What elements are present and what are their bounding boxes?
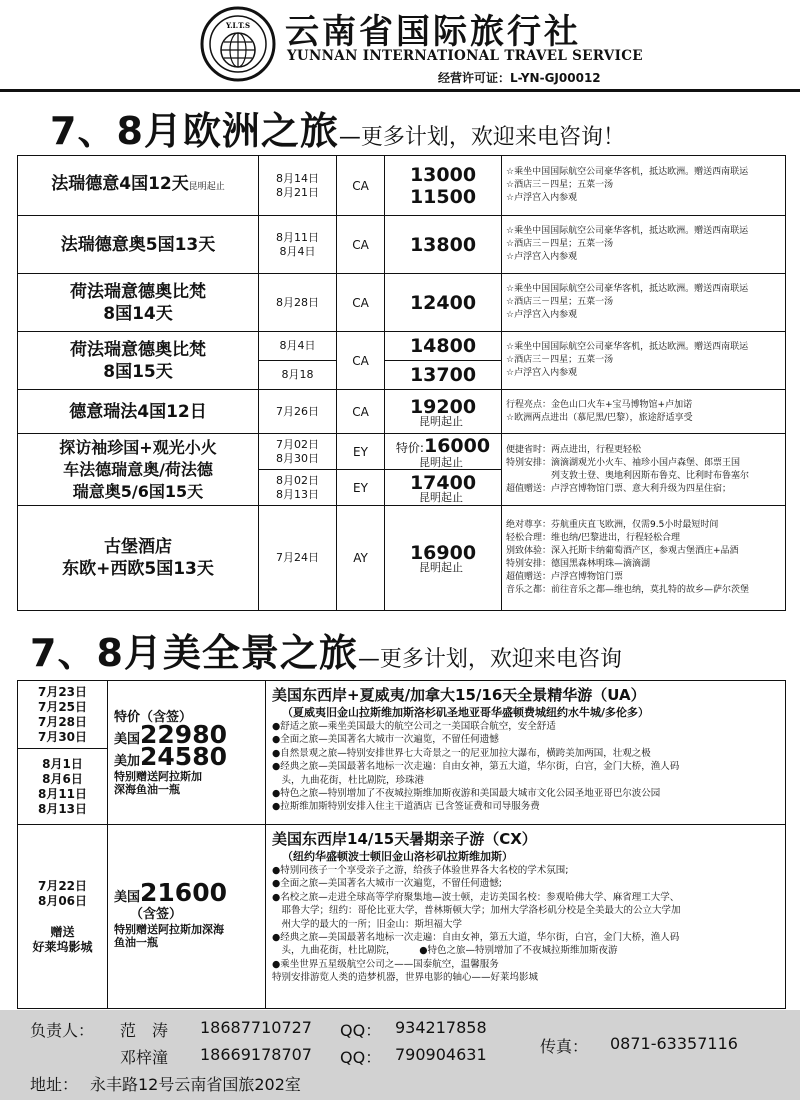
tour-features: 绝对尊享：芬航重庆直飞欧洲，仅需9.5小时最短时间 轻松合理：维也纳/巴黎进出，行程轻松合理 别致体验：深入托斯卡纳葡萄酒产区，参观古堡酒庄+品酒 特别安排：德国黑森林明珠—滴滴湖 超值赠送：卢浮宫博物馆门票 音乐之都：前往音乐之都—维也纳，莫扎特的故乡—萨尔茨堡 <box>502 506 786 611</box>
agency-logo-globe-icon <box>200 6 276 82</box>
airline-code: AY <box>337 506 385 611</box>
tour-route: （夏威夷旧金山拉斯维加斯洛杉矶圣地亚哥华盛顿费城纽约水牛城/多伦多） <box>282 706 650 719</box>
tour-features: ☆乘坐中国国际航空公司豪华客机，抵达欧洲。赠送西南联运 ☆酒店三－四星；五菜一汤 ☆卢浮宫入内参观 <box>502 274 786 332</box>
europe-title: 7、8月欧洲之旅 <box>50 109 339 153</box>
contact-name: 邓梓潼 <box>120 1048 169 1067</box>
tour-price: 特价（含签） 美国22980 美加24580 特别赠送阿拉斯加 深海鱼油一瓶 <box>108 681 266 825</box>
table-row <box>18 332 786 361</box>
tour-dates: 7月26日 <box>259 390 337 434</box>
tour-price: 12400 <box>385 274 502 332</box>
table-row <box>18 681 786 749</box>
contact-qq-label: QQ： <box>340 1048 382 1067</box>
address-label: 地址： <box>30 1075 79 1094</box>
contact-name: 范 涛 <box>120 1021 169 1040</box>
tour-dates: 8月18 <box>259 361 337 390</box>
tour-detail <box>266 825 786 1009</box>
airline-code: EY <box>337 434 385 470</box>
europe-section-title <box>0 100 800 155</box>
contact-label: 负责人： <box>30 1021 95 1040</box>
tour-name: 荷法瑞意德奥比梵 8国15天 <box>18 332 259 390</box>
airline-code: CA <box>337 156 385 216</box>
tour-route: （纽约华盛顿波士顿旧金山洛杉矶拉斯维加斯） <box>282 850 513 863</box>
tour-name: 德意瑞法4国12日 <box>18 390 259 434</box>
tour-dates: 8月11日 8月4日 <box>259 216 337 274</box>
license-number: 经营许可证：L-YN-GJ00012 <box>438 71 601 85</box>
agency-name-cn: 云南省国际旅行社 <box>285 12 581 52</box>
table-row <box>18 506 786 611</box>
contact-phone: 18669178707 <box>200 1045 312 1064</box>
tour-price: 13000 11500 <box>385 156 502 216</box>
fax-label: 传真： <box>540 1037 589 1056</box>
tour-name: 古堡酒店 东欧+西欧5国13天 <box>18 506 259 611</box>
tour-features: 便捷省时：两点进出，行程更轻松 特别安排：滴滴湖观光小火车、袖珍小国卢森堡、郎票王国 列支敦士登、奥地利因斯布鲁克、比利时布鲁塞尔 超值赠送：卢浮宫博物馆门票、意大利升级为四星住宿； <box>502 434 786 506</box>
tour-bullets: ●舒适之旅—乘坐美国最大的航空公司之一美国联合航空，安全舒适 ●全面之旅—美国著名大城市一次遍览，不留任何遗憾 ●自然景观之旅—特别安排世界七大奇景之一的尼亚加拉大瀑布，横跨美加两国，壮观之极 ●经典之旅—美国最著名地标一次走遍：自由女神，第五大道，华尔街，白宫，金门大桥，渔人码 头，九曲花街，杜比剧院，珍珠港 ●特色之旅—特别增加了不夜城拉斯维加斯夜游和美国最大城市文化公园圣地亚哥巴尔波公园 ●拉斯维加斯特别安排入住主干道酒店 已含签证费和司导服务费 <box>272 721 680 813</box>
tour-dates: 7月02日 8月30日 <box>259 434 337 470</box>
tour-title: 美国东西岸+夏威夷/加拿大15/16天全景精华游（UA） <box>272 686 646 704</box>
contact-qq: 934217858 <box>395 1018 487 1037</box>
airline-code: CA <box>337 390 385 434</box>
tour-name: 荷法瑞意德奥比梵 8国14天 <box>18 274 259 332</box>
tour-title: 美国东西岸14/15天暑期亲子游（CX） <box>272 830 537 848</box>
america-tour-table <box>17 680 786 1009</box>
airline-code: EY <box>337 470 385 506</box>
tour-features: 行程亮点：金色山口火车+宝马博物馆+卢加诺 ☆欧洲两点进出（慕尼黑/巴黎），旅途舒适享受 <box>502 390 786 434</box>
america-subtitle: —更多计划，欢迎来电咨询 <box>357 647 622 672</box>
table-row <box>18 825 786 1009</box>
tour-price: 14800 <box>385 332 502 361</box>
tour-dates: 7月23日 7月25日 7月28日 7月30日 <box>18 681 108 749</box>
tour-name: 法瑞德意奥5国13天 <box>18 216 259 274</box>
logo-text: Y.I.T.S <box>225 21 251 30</box>
table-row <box>18 274 786 332</box>
tour-dates: 8月28日 <box>259 274 337 332</box>
europe-tour-table <box>17 155 786 611</box>
table-row <box>18 390 786 434</box>
contact-qq-label: QQ： <box>340 1021 382 1040</box>
tour-price: 特价:16000 昆明起止 <box>385 434 502 470</box>
america-section-title <box>0 622 800 677</box>
tour-price: 17400 昆明起止 <box>385 470 502 506</box>
table-row <box>18 434 786 470</box>
tour-detail <box>266 681 786 825</box>
tour-price: 13700 <box>385 361 502 390</box>
airline-code: CA <box>337 216 385 274</box>
tour-dates: 7月24日 <box>259 506 337 611</box>
address: 永丰路12号云南省国旅202室 <box>90 1075 301 1094</box>
airline-code: CA <box>337 274 385 332</box>
fax-number: 0871-63357116 <box>610 1034 738 1053</box>
europe-subtitle: —更多计划，欢迎来电咨询！ <box>338 125 625 150</box>
tour-features: ☆乘坐中国国际航空公司豪华客机，抵达欧洲。赠送西南联运 ☆酒店三－四星；五菜一汤 ☆卢浮宫入内参观 <box>502 216 786 274</box>
table-row <box>18 156 786 216</box>
tour-name: 探访袖珍国+观光小火 车法德瑞意奥/荷法德 瑞意奥5/6国15天 <box>18 434 259 506</box>
contact-phone: 18687710727 <box>200 1018 312 1037</box>
airline-code: CA <box>337 332 385 390</box>
tour-price: 美国21600 （含签） 特别赠送阿拉斯加深海 鱼油一瓶 <box>108 825 266 1009</box>
tour-name: 法瑞德意4国12天昆明起止 <box>18 156 259 216</box>
tour-dates: 8月1日 8月6日 8月11日 8月13日 <box>18 749 108 825</box>
tour-price: 19200 昆明起止 <box>385 390 502 434</box>
tour-features: ☆乘坐中国国际航空公司豪华客机，抵达欧洲。赠送西南联运 ☆酒店三－四星；五菜一汤 ☆卢浮宫入内参观 <box>502 332 786 390</box>
contact-qq: 790904631 <box>395 1045 487 1064</box>
tour-dates: 7月22日 8月06日 赠送 好莱坞影城 <box>18 825 108 1009</box>
tour-bullets: ●特别同孩子一个享受亲子之游，给孩子体验世界各大名校的学术氛围; ●全面之旅—美国著名大城市一次遍览，不留任何遗憾; ●名校之旅—走进全球高等学府聚集地—波士顿，走访美国名校：参观哈佛大学、麻省理工大学、 耶鲁大学；纽约：哥伦比亚大学，普林斯顿大学；加州大学洛杉矶分校是全美最大的公立大学加 州大学的最大的一所；旧金山：斯坦福大学 ●经典之旅—美国最著名地标一次走遍：自由女神，第五大道，华尔街，白宫，金门大桥，渔人码 头，九曲花街，杜比剧院， ●特色之旅—特别增加了不夜城拉斯维加斯夜游 ●乘坐世界五星级航空公司之——国泰航空，温馨服务 特别安排游览人类的造梦机器，世界电影的轴心——好莱坞影城 <box>272 865 681 984</box>
agency-name-en: YUNNAN INTERNATIONAL TRAVEL SERVICE <box>287 48 643 64</box>
contact-footer <box>0 1010 800 1100</box>
tour-features: ☆乘坐中国国际航空公司豪华客机，抵达欧洲。赠送西南联运 ☆酒店三－四星；五菜一汤 ☆卢浮宫入内参观 <box>502 156 786 216</box>
table-row <box>18 216 786 274</box>
tour-dates: 8月4日 <box>259 332 337 361</box>
agency-header <box>0 0 800 92</box>
america-title: 7、8月美全景之旅 <box>30 631 358 675</box>
tour-dates: 8月14日 8月21日 <box>259 156 337 216</box>
tour-price: 13800 <box>385 216 502 274</box>
tour-dates: 8月02日 8月13日 <box>259 470 337 506</box>
tour-price: 16900 昆明起止 <box>385 506 502 611</box>
